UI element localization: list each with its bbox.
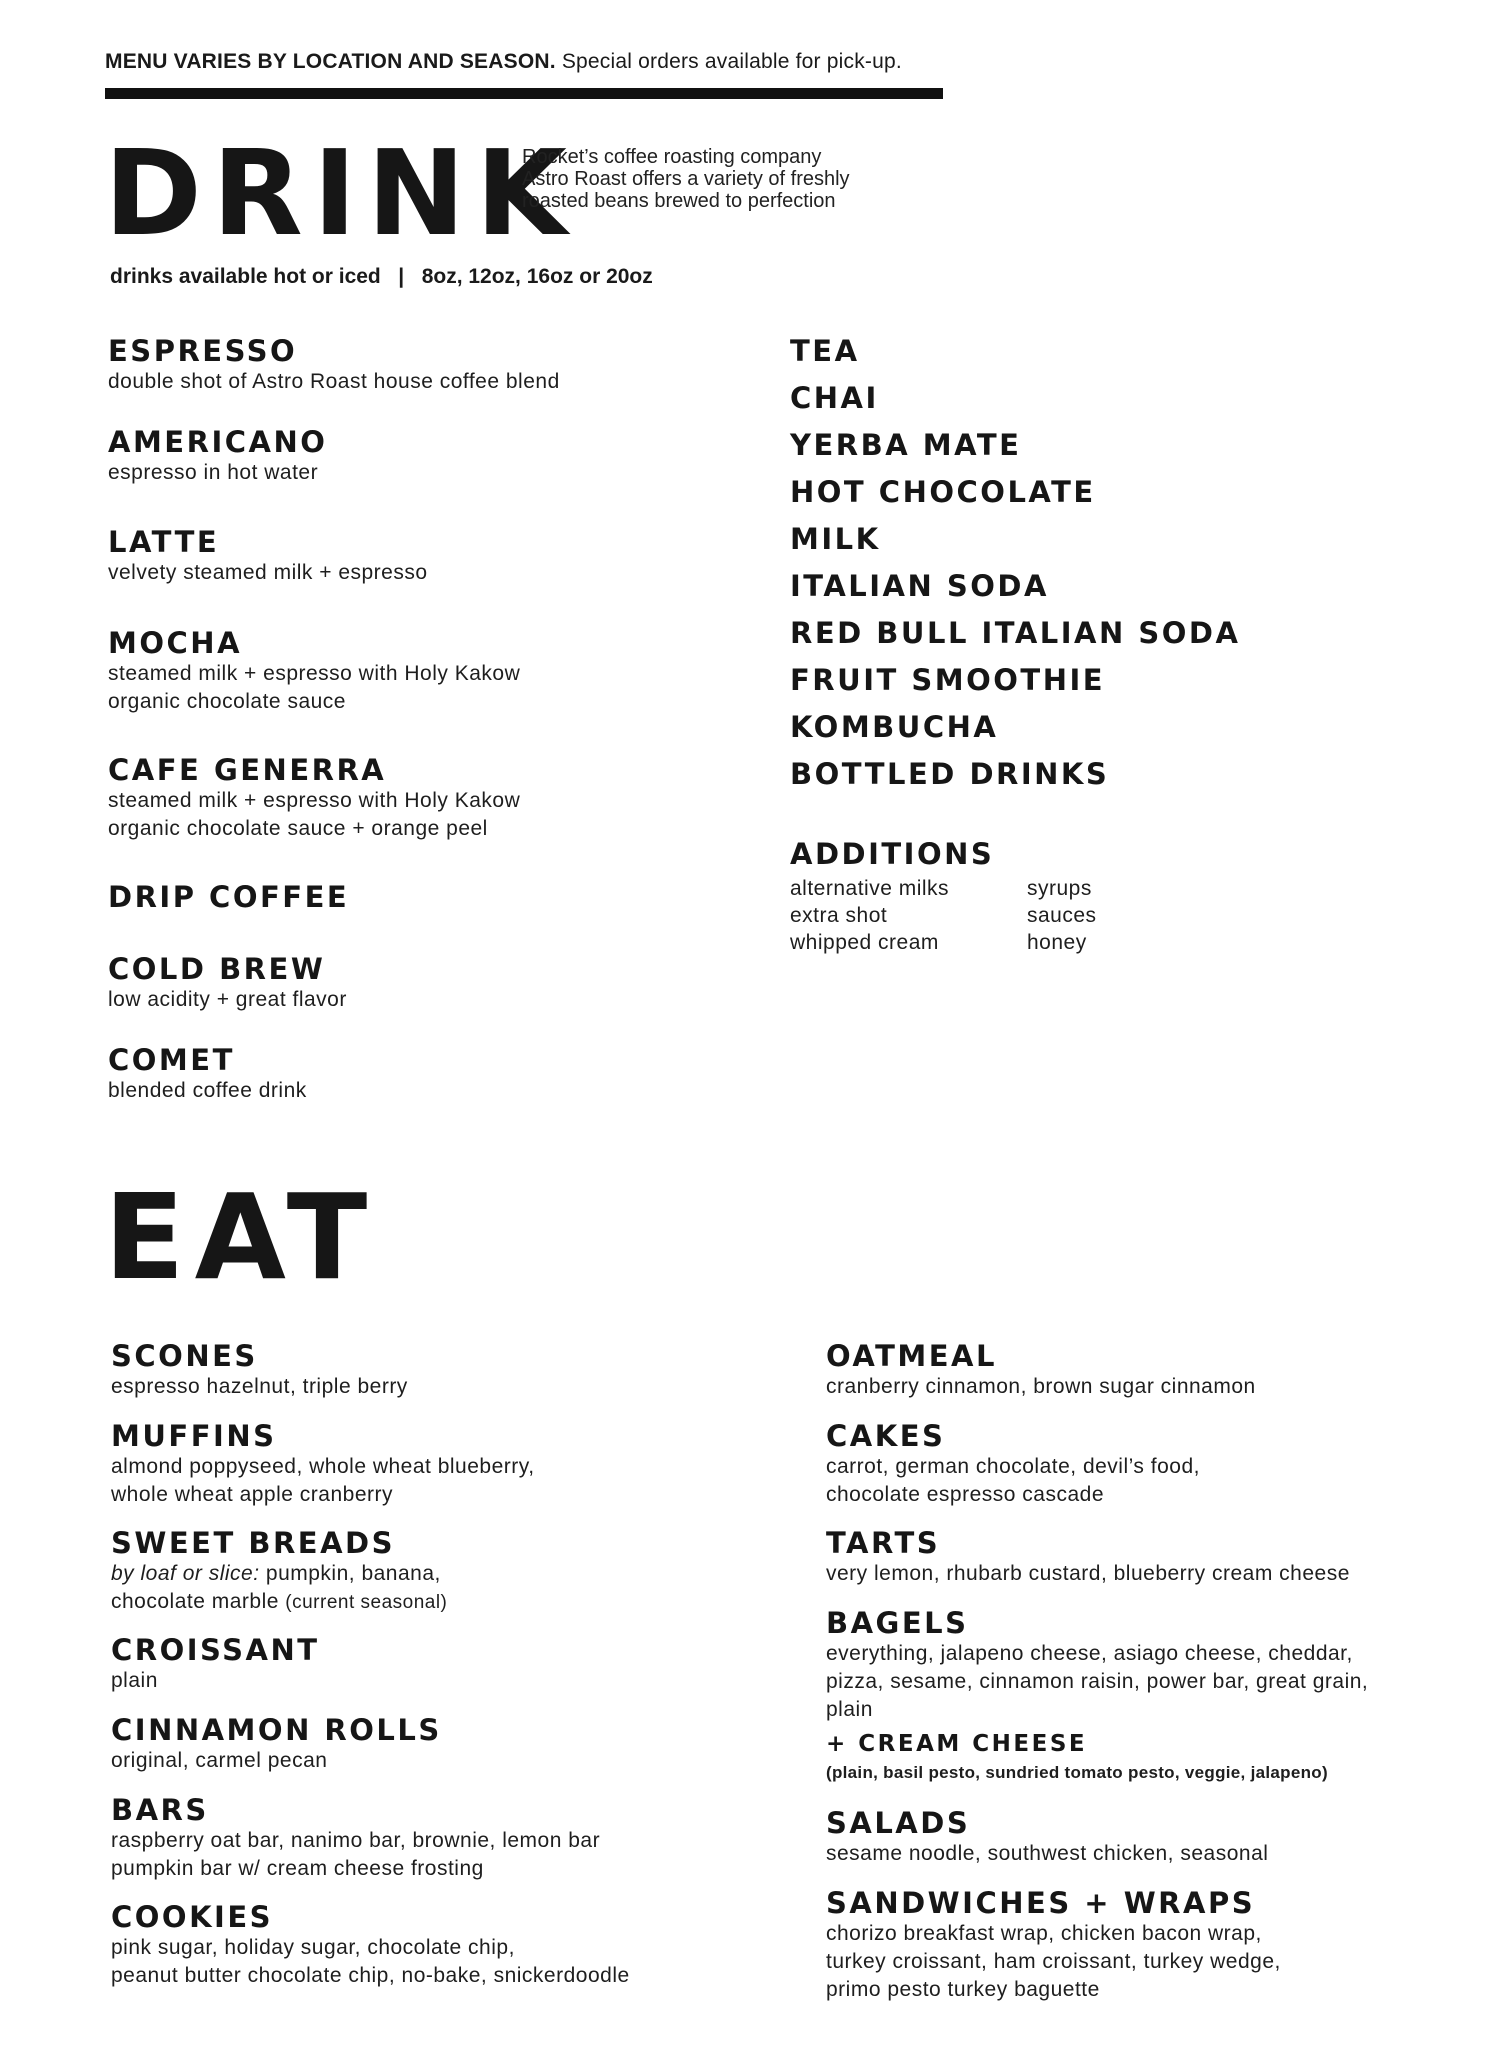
- top-divider: [105, 88, 943, 99]
- drink-item-espresso: [108, 334, 560, 396]
- item-name: CAKES: [826, 1419, 946, 1453]
- item-name: SANDWICHES + WRAPS: [826, 1886, 1256, 1920]
- list-item: CHAI: [790, 381, 879, 415]
- item-desc: espresso in hot water: [108, 461, 319, 484]
- item-name: + CREAM CHEESE: [826, 1731, 1088, 1757]
- drink-item-cafe-generra: [108, 753, 520, 843]
- additions-right-list: [1027, 875, 1097, 956]
- list-item: honey: [1027, 931, 1087, 954]
- list-item: MILK: [790, 522, 881, 556]
- item-name: COOKIES: [111, 1900, 274, 1934]
- list-item: alternative milks: [790, 877, 950, 900]
- item-desc: steamed milk + espresso with Holy Kakow: [108, 789, 521, 812]
- item-name: ESPRESSO: [108, 334, 298, 368]
- list-item: extra shot: [790, 904, 888, 927]
- item-desc: peanut butter chocolate chip, no-bake, snickerdoodle: [111, 1964, 630, 1987]
- menu-notice: [105, 50, 902, 74]
- item-desc: velvety steamed milk + espresso: [108, 561, 428, 584]
- item-desc: [111, 1560, 447, 1588]
- item-desc: raspberry oat bar, nanimo bar, brownie, lemon bar: [111, 1829, 601, 1852]
- item-name: SCONES: [111, 1339, 258, 1373]
- eat-item-cream-cheese: [826, 1727, 1328, 1783]
- item-desc: primo pesto turkey baguette: [826, 1978, 1100, 2001]
- eat-item-sweet-breads: [111, 1526, 447, 1617]
- additions-left-list: [790, 875, 949, 956]
- list-item: FRUIT SMOOTHIE: [790, 663, 1106, 697]
- item-desc: everything, jalapeno cheese, asiago cheese, cheddar,: [826, 1642, 1353, 1665]
- item-desc: chorizo breakfast wrap, chicken bacon wrap,: [826, 1922, 1262, 1945]
- drink-options: [110, 265, 653, 289]
- item-desc: espresso hazelnut, triple berry: [111, 1375, 408, 1398]
- item-desc: organic chocolate sauce + orange peel: [108, 817, 488, 840]
- item-note: (plain, basil pesto, sundried tomato pesto, veggie, jalapeno): [826, 1763, 1328, 1782]
- desc-note: (current seasonal): [285, 1592, 448, 1613]
- item-desc: low acidity + great flavor: [108, 988, 347, 1011]
- drink-item-comet: [108, 1043, 307, 1105]
- eat-item-sandwiches-wraps: [826, 1886, 1281, 2004]
- drink-options-temp: drinks available hot or iced: [110, 265, 381, 288]
- item-desc: chocolate espresso cascade: [826, 1483, 1104, 1506]
- drink-options-sizes: 8oz, 12oz, 16oz or 20oz: [421, 265, 653, 288]
- eat-item-tarts: [826, 1526, 1350, 1588]
- drink-item-cold-brew: [108, 952, 347, 1014]
- item-desc: [111, 1588, 447, 1617]
- drink-item-latte: [108, 525, 428, 587]
- item-desc: very lemon, rhubarb custard, blueberry cream cheese: [826, 1562, 1350, 1585]
- item-desc: pumpkin bar w/ cream cheese frosting: [111, 1857, 484, 1880]
- item-name: CINNAMON ROLLS: [111, 1713, 442, 1747]
- desc-text: pumpkin, banana,: [259, 1562, 441, 1585]
- list-item: HOT CHOCOLATE: [790, 475, 1096, 509]
- desc-text: chocolate marble: [111, 1590, 286, 1613]
- eat-item-cinnamon-rolls: [111, 1713, 442, 1775]
- item-name: BARS: [111, 1793, 209, 1827]
- eat-heading: EAT: [104, 1168, 378, 1306]
- additions-section: [790, 837, 994, 871]
- eat-item-bars: [111, 1793, 600, 1883]
- item-name: SWEET BREADS: [111, 1526, 396, 1560]
- item-name: CAFE GENERRA: [108, 753, 387, 787]
- item-name: CROISSANT: [111, 1633, 320, 1667]
- notice-rest: Special orders available for pick-up.: [561, 50, 902, 73]
- item-desc: original, carmel pecan: [111, 1749, 328, 1772]
- list-item: YERBA MATE: [790, 428, 1022, 462]
- item-name: COMET: [108, 1043, 235, 1077]
- eat-item-scones: [111, 1339, 408, 1401]
- notice-bold: MENU VARIES BY LOCATION AND SEASON.: [105, 50, 556, 73]
- item-name: AMERICANO: [108, 425, 328, 459]
- item-name: BAGELS: [826, 1606, 969, 1640]
- list-item: TEA: [790, 334, 860, 368]
- list-item: RED BULL ITALIAN SODA: [790, 616, 1241, 650]
- additions-heading: ADDITIONS: [790, 837, 995, 871]
- item-desc: whole wheat apple cranberry: [111, 1483, 393, 1506]
- item-name: OATMEAL: [826, 1339, 997, 1373]
- eat-item-cookies: [111, 1900, 630, 1990]
- other-drinks-list: [790, 334, 1390, 794]
- item-desc: pizza, sesame, cinnamon raisin, power bar, great grain,: [826, 1670, 1369, 1693]
- item-desc: sesame noodle, southwest chicken, seasonal: [826, 1842, 1269, 1865]
- list-item: KOMBUCHA: [790, 710, 999, 744]
- item-desc: turkey croissant, ham croissant, turkey wedge,: [826, 1950, 1281, 1973]
- list-item: BOTTLED DRINKS: [790, 757, 1110, 791]
- list-item: whipped cream: [790, 931, 939, 954]
- drink-heading: DRINK: [104, 124, 577, 262]
- drink-item-americano: [108, 425, 327, 487]
- item-desc: steamed milk + espresso with Holy Kakow: [108, 662, 521, 685]
- item-desc: carrot, german chocolate, devil’s food,: [826, 1455, 1200, 1478]
- drink-item-drip-coffee: [108, 880, 349, 914]
- item-name: MOCHA: [108, 626, 243, 660]
- eat-item-muffins: [111, 1419, 535, 1509]
- item-desc: blended coffee drink: [108, 1079, 307, 1102]
- item-name: SALADS: [826, 1806, 971, 1840]
- drink-options-separator: |: [398, 265, 405, 288]
- item-desc: plain: [111, 1669, 158, 1692]
- eat-item-oatmeal: [826, 1339, 1256, 1401]
- item-desc: cranberry cinnamon, brown sugar cinnamon: [826, 1375, 1256, 1398]
- list-item: sauces: [1027, 904, 1097, 927]
- list-item: syrups: [1027, 877, 1092, 900]
- item-desc: double shot of Astro Roast house coffee blend: [108, 370, 560, 393]
- item-name: DRIP COFFEE: [108, 880, 350, 914]
- item-desc: plain: [826, 1698, 873, 1721]
- eat-item-cakes: [826, 1419, 1200, 1509]
- list-item: ITALIAN SODA: [790, 569, 1049, 603]
- desc-italic: by loaf or slice:: [111, 1562, 260, 1585]
- item-desc: almond poppyseed, whole wheat blueberry,: [111, 1455, 535, 1478]
- eat-item-bagels: [826, 1606, 1368, 1724]
- eat-item-salads: [826, 1806, 1268, 1868]
- item-name: MUFFINS: [111, 1419, 277, 1453]
- item-name: LATTE: [108, 525, 220, 559]
- eat-item-croissant: [111, 1633, 320, 1695]
- item-name: TARTS: [826, 1526, 941, 1560]
- item-name: COLD BREW: [108, 952, 326, 986]
- drink-intro: Rocket’s coffee roasting company Astro Roast offers a variety of freshly roasted beans brewed to perfection: [522, 146, 850, 212]
- drink-item-mocha: [108, 626, 520, 716]
- item-desc: organic chocolate sauce: [108, 690, 346, 713]
- item-desc: pink sugar, holiday sugar, chocolate chip,: [111, 1936, 515, 1959]
